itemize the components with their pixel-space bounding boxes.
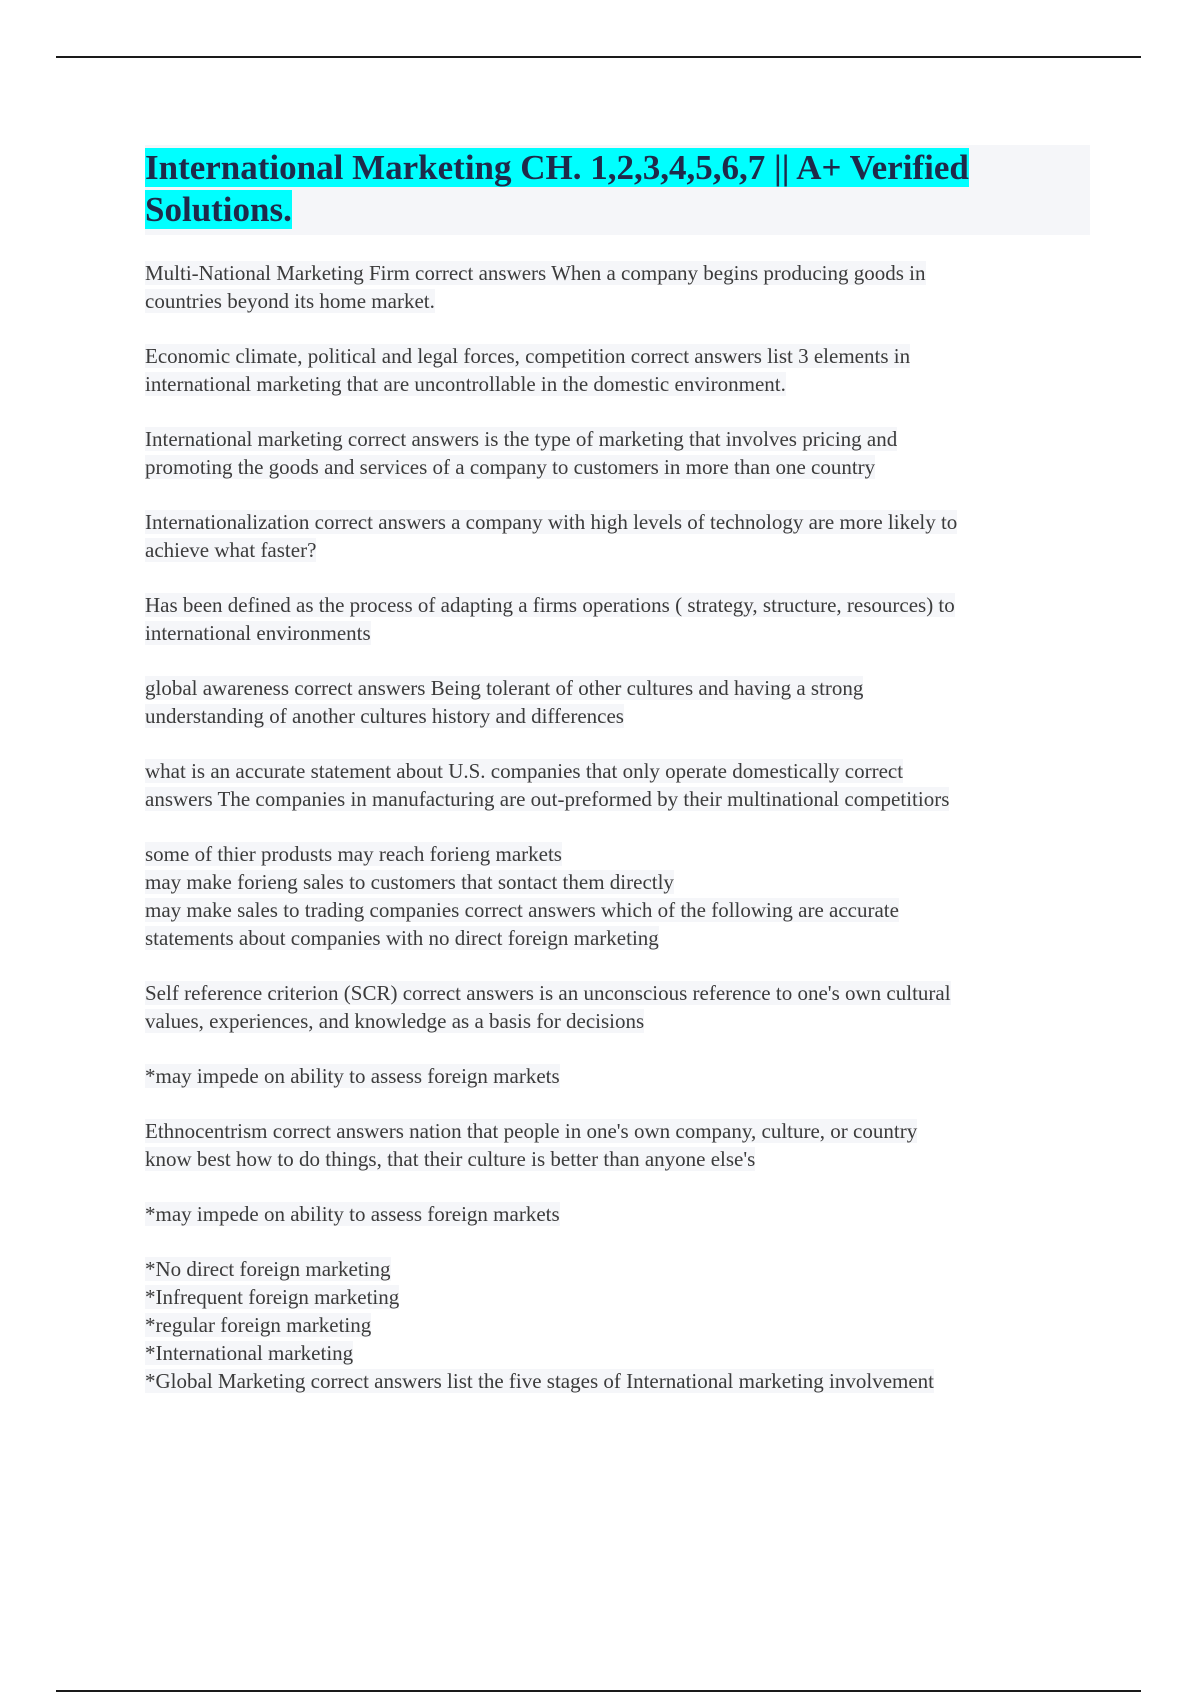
document-title [145,147,1090,231]
entry-line-text: Internationalization correct answers a company with high levels of technology are more likely to [145,510,958,534]
entry-line [145,1007,1090,1035]
entry-line-text: international marketing that are uncontrollable in the domestic environment. [145,372,786,396]
title-line: International Marketing CH. 1,2,3,4,5,6,7 || A+ Verified [145,148,969,187]
entry-line [145,1200,1090,1228]
qa-entry [145,425,1090,481]
entry-line [145,536,1090,564]
entry-line [145,979,1090,1007]
document-body [145,145,1090,1422]
entry-line-text: *may impede on ability to assess foreign markets [145,1202,560,1226]
qa-entry [145,591,1090,647]
entry-line-text: answers The companies in manufacturing are out-preformed by their multinational competitiors [145,787,950,811]
entry-line [145,785,1090,813]
qa-entry [145,1255,1090,1395]
entry-line-text: international environments [145,621,371,645]
entry-line-text: Self reference criterion (SCR) correct answers is an unconscious reference to one's own cultural [145,981,951,1005]
entry-line-text: Economic climate, political and legal forces, competition correct answers list 3 elements in [145,344,911,368]
entry-line [145,757,1090,785]
entry-line-text: Has been defined as the process of adapting a firms operations ( strategy, structure, resources) to [145,593,955,617]
top-rule [56,56,1141,58]
entry-line [145,1145,1090,1173]
qa-entry [145,979,1090,1035]
entry-line-text: countries beyond its home market. [145,289,435,313]
entry-line-text: achieve what faster? [145,538,317,562]
entry-line-text: values, experiences, and knowledge as a basis for decisions [145,1009,645,1033]
entry-line-text: *Infrequent foreign marketing [145,1285,400,1309]
entry-line [145,259,1090,287]
entry-line [145,1367,1090,1395]
entry-line [145,508,1090,536]
qa-entry [145,259,1090,315]
entry-line [145,1117,1090,1145]
entry-line [145,924,1090,952]
entry-line-text: may make forieng sales to customers that sontact them directly [145,870,674,894]
entry-line [145,896,1090,924]
qa-entry [145,342,1090,398]
entry-line-text: *International marketing [145,1341,354,1365]
entry-line-text: statements about companies with no direct foreign marketing [145,926,659,950]
entry-line-text: some of thier produsts may reach forieng markets [145,842,562,866]
entry-line [145,868,1090,896]
qa-entry [145,674,1090,730]
bottom-rule [56,1690,1141,1692]
entry-line-text: may make sales to trading companies correct answers which of the following are accurate [145,898,899,922]
entry-line [145,425,1090,453]
entry-line [145,1311,1090,1339]
entry-line-text: *No direct foreign marketing [145,1257,391,1281]
entry-line-text: Ethnocentrism correct answers nation that people in one's own company, culture, or country [145,1119,918,1143]
entry-line-text: know best how to do things, that their culture is better than anyone else's [145,1147,756,1171]
entry-line-text: what is an accurate statement about U.S. companies that only operate domestically correct [145,759,904,783]
qa-entry [145,840,1090,952]
entry-line [145,453,1090,481]
entry-line [145,619,1090,647]
entry-line-text: global awareness correct answers Being tolerant of other cultures and having a strong [145,676,864,700]
entry-line-text: Multi-National Marketing Firm correct answers When a company begins producing goods in [145,261,926,285]
entry-line [145,342,1090,370]
qa-entry [145,1200,1090,1228]
entry-line [145,1283,1090,1311]
qa-entry [145,1117,1090,1173]
qa-entries [145,259,1090,1395]
title-block [145,145,1090,235]
entry-line-text: understanding of another cultures history and differences [145,704,624,728]
entry-line-text: *Global Marketing correct answers list the five stages of International marketing involvement [145,1369,935,1393]
entry-line [145,287,1090,315]
entry-line [145,1339,1090,1367]
entry-line [145,840,1090,868]
qa-entry [145,508,1090,564]
qa-entry [145,1062,1090,1090]
entry-line-text: International marketing correct answers is the type of marketing that involves pricing and [145,427,898,451]
entry-line-text: promoting the goods and services of a company to customers in more than one country [145,455,876,479]
entry-line [145,1255,1090,1283]
qa-entry [145,757,1090,813]
entry-line-text: *may impede on ability to assess foreign markets [145,1064,560,1088]
entry-line [145,674,1090,702]
entry-line-text: *regular foreign marketing [145,1313,372,1337]
entry-line [145,370,1090,398]
entry-line [145,1062,1090,1090]
entry-line [145,702,1090,730]
entry-line [145,591,1090,619]
title-line: Solutions. [145,190,292,229]
